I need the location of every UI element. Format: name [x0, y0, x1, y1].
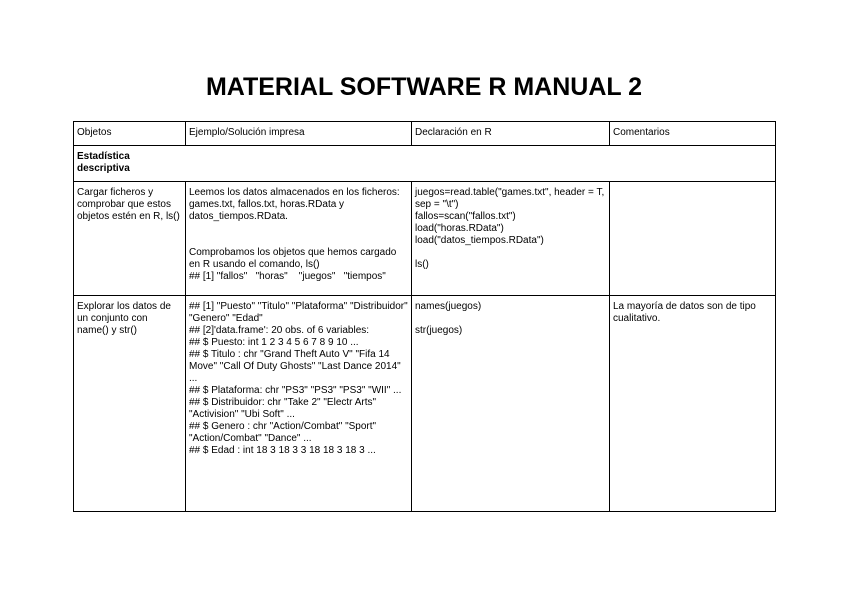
code-line: fallos=scan("fallos.txt")	[415, 211, 516, 222]
paragraph-gap	[415, 313, 606, 325]
declaracion-cell	[412, 296, 610, 512]
table-row	[74, 182, 776, 296]
objetos-cell: Explorar los datos de un conjunto con name() y str()	[74, 296, 186, 512]
page-title: MATERIAL SOFTWARE R MANUAL 2	[205, 73, 643, 101]
code-line: load("datos_tiempos.RData")	[415, 235, 544, 246]
code-line: ls()	[415, 259, 429, 270]
code-line: juegos=read.table("games.txt", header = T, sep = "\t")	[415, 187, 605, 210]
header-ejemplo: Ejemplo/Solución impresa	[186, 122, 412, 146]
output-line: ## [1] "Puesto" "Titulo" "Plataforma" "Distribuidor" "Genero" "Edad"	[189, 301, 408, 324]
output-line: ## $ Puesto: int 1 2 3 4 5 6 7 8 9 10 ...	[189, 337, 359, 348]
declaracion-cell	[412, 182, 610, 296]
ejemplo-output: ## [1] "fallos" "horas" "juegos" "tiempos"	[189, 271, 386, 282]
output-line: ## $ Titulo : chr "Grand Theft Auto V" "Fifa 14 Move" "Call Of Duty Ghosts" "Last Dance 2014" ...	[189, 349, 401, 384]
code-line: str(juegos)	[415, 325, 463, 336]
paragraph-gap	[189, 223, 408, 235]
code-line: load("horas.RData")	[415, 223, 504, 234]
ejemplo-cell	[186, 182, 412, 296]
header-comentarios: Comentarios	[610, 122, 776, 146]
output-line: ## $ Genero : chr "Action/Combat" "Sport" "Action/Combat" "Dance" ...	[189, 421, 377, 444]
paragraph-gap	[189, 235, 408, 247]
output-line: ## $ Distribuidor: chr "Take 2" "Electr Arts" "Activision" "Ubi Soft" ...	[189, 397, 377, 420]
code-line: names(juegos)	[415, 301, 482, 312]
header-objetos: Objetos	[74, 122, 186, 146]
table-header-row	[74, 122, 776, 146]
output-line: ## $ Plataforma: chr "PS3" "PS3" "PS3" "WII" ...	[189, 385, 402, 396]
ejemplo-paragraph: Leemos los datos almacenados en los ficheros: games.txt, fallos.txt, horas.RData y datos_tiempos.RData.	[189, 187, 400, 222]
ejemplo-cell	[186, 296, 412, 512]
comentarios-cell: La mayoría de datos son de tipo cualitativo.	[610, 296, 776, 512]
section-row	[74, 146, 776, 182]
header-declaracion: Declaración en R	[412, 122, 610, 146]
comentarios-cell	[610, 182, 776, 296]
output-line: ## [2]'data.frame': 20 obs. of 6 variables:	[189, 325, 370, 336]
section-cell	[74, 146, 776, 182]
table-row	[74, 296, 776, 512]
ejemplo-paragraph: Comprobamos los objetos que hemos cargado en R usando el comando, ls()	[189, 247, 397, 270]
section-title: Estadística descriptiva	[77, 151, 130, 174]
r-manual-table	[73, 121, 776, 512]
paragraph-gap	[415, 247, 606, 259]
output-line: ## $ Edad : int 18 3 18 3 3 18 18 3 18 3 ...	[189, 445, 376, 456]
objetos-cell: Cargar ficheros y comprobar que estos objetos estén en R, ls()	[74, 182, 186, 296]
